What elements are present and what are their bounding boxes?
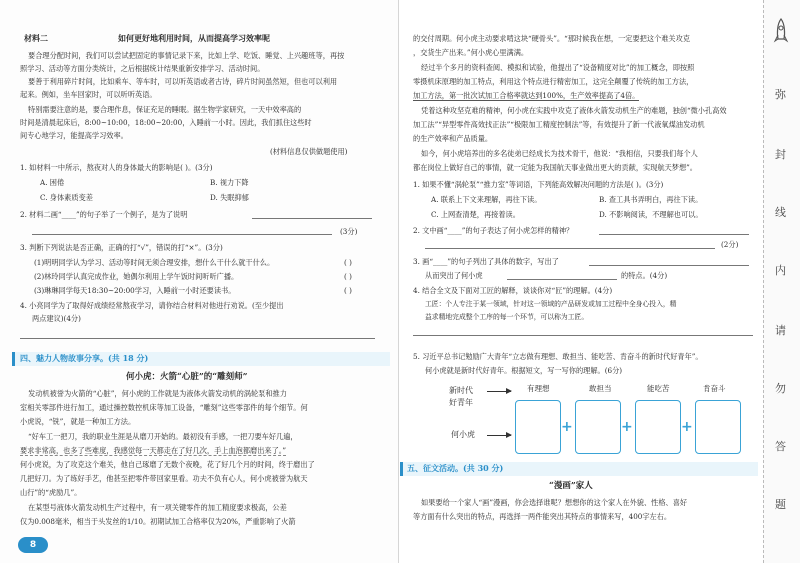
box-hardworking[interactable] (635, 400, 681, 454)
strip-char-1: 弥 (775, 88, 786, 101)
diagram-label-2: 好青年 (449, 398, 473, 407)
head-hardworking: 能吃苦 (647, 384, 670, 393)
r-mid2-line-1: 凭着这种攻坚克难的精神，何小虎在实践中攻克了液体火箭发动机生产的难题，独创“微小孔高效 (421, 106, 727, 115)
question-4-cont: 两点建议)(4分) (32, 314, 81, 323)
diagram-label-1: 新时代 (449, 386, 473, 395)
art-p2-line-4: 几把好刀。为了练好手艺，他甚至把零件带回家里看。功夫不负有心人，何小虎被誉为航天 (20, 474, 308, 483)
essay-prompt-1: 如果要给一个家人“画”漫画，你会选择谁呢？想想你的这个家人在外貌、性格、喜好 (421, 498, 688, 507)
material-two-title: 如何更好地利用时间，从而提高学习效率呢 (118, 33, 270, 43)
r-top-line-1: 的交付周期。何小虎主动要求啃这块“硬骨头”。“那时候我在想，一定要把这个难关攻克 (413, 34, 690, 43)
q3-item-2: (2)林玲同学认真完成作业，她偶尔利用上学午饭时间听听广播。 (34, 272, 239, 281)
r-q1-option-d: D. 不影响阅读，不理解也可以。 (599, 210, 703, 219)
r-q4-def-1: 工匠：个人专注于某一领域，针对这一领域的产品研发或加工过程中全身心投入，精 (425, 300, 677, 308)
r-mid-line-3: 加工方法，第一批次试加工合格率就达到100%，生产效率提高了4倍。 (413, 91, 640, 100)
right-page (399, 0, 763, 563)
question-2: 2. 材料二画“____”的句子举了一个例子，是为了说明 (20, 210, 188, 219)
art-p2-line-1: “好车工一把刀，我的职业生涯是从磨刀开始的。最初没有手感，一把刀要车好几遍， (28, 432, 298, 441)
r-question-3-end: 的特点。(4分) (621, 271, 668, 280)
question-4: 4. 小亮同学为了取得好成绩经常熬夜学习，请你结合材料对他进行劝说。(至少提出 (20, 301, 284, 310)
plus-2: + (621, 419, 633, 435)
r-question-5: 5. 习近平总书记勉励广大青年“立志做有理想、敢担当、能吃苦、肯奋斗的新时代好青年”。 (413, 352, 703, 361)
question-3: 3. 判断下列说法是否正确，正确的打“√”，错误的打“×”。(3分) (20, 243, 223, 252)
q1-option-c: C. 身体素质变差 (40, 193, 93, 202)
q3-mark-1[interactable]: ( ) (344, 258, 352, 267)
r-mid2-line-2: 加工法”“异型零件高效找正法”“极限加工精度控制法”等，有效提升了新一代液氧煤油发动机 (413, 120, 705, 129)
strip-char-3: 线 (775, 206, 786, 219)
q2-answer-line-2[interactable] (32, 234, 332, 235)
arrow-bottom (487, 435, 511, 436)
q3-item-1: (1)明明同学认为学习、活动等时间无须合理安排，想什么干什么就干什么。 (34, 258, 275, 267)
q1-option-b: B. 视力下降 (210, 178, 249, 187)
art-p2-line-5: 山行”的“虎励几”。 (20, 488, 82, 497)
r-end-line-2: 都在岗位上做好自己的事情，就一定能为我国航天事业做出更大的贡献，实现航天梦想”。 (413, 163, 697, 172)
plus-1: + (561, 419, 573, 435)
p2-line-3: 间专心地学习，能提高学习效率。 (20, 131, 128, 140)
r-end-line-1: 如今，何小虎培养出的多名徒弟已经成长为技术骨干，他说：“我相信，只要我们每个人 (421, 149, 698, 158)
essay-prompt-2: 等方面有什么突出的特点，再选择一两件能突出其特点的事情来写，400字左右。 (413, 512, 672, 521)
r-question-1: 1. 如果不懂“涡轮泵”“推力室”等词语，下列能高效解决问题的方法是( )。(3分) (413, 180, 664, 189)
p1-line-2: 照学习、活动等方面分类统计，之后根据统计结果重新安排学习、活动时间。 (20, 64, 265, 73)
r-q2-answer-line[interactable] (599, 234, 749, 235)
diagram-person: 何小虎 (451, 430, 475, 439)
r-question-3: 3. 画“____”的句子列出了具体的数字，写出了 (413, 257, 559, 266)
art-p1-line-1: 发动机被誉为火箭的“心脏”，何小虎的工作就是为液体火箭发动机的涡轮泵和推力 (28, 389, 287, 398)
p2-line-2: 时间是清晨起床后，8:00~10:00，18:00~20:00，入睡前一小时。因此，我们抓住这些时 (20, 118, 312, 127)
p1-line-3: 要善于利用碎片时间，比如乘车、等车时，可以听英语或者古诗，碎片时间虽然短，但也可以利用 (28, 77, 338, 86)
arrow-top (487, 391, 511, 392)
left-page (0, 0, 399, 563)
r-q2-answer-line-2[interactable] (425, 248, 715, 249)
material-two-label: 材料二 (24, 33, 48, 43)
strip-char-2: 封 (775, 148, 786, 161)
art-p3-line-2: 仅为0.008毫米，相当于头发丝的1/10。初期试加工合格率仅为20%，严重影响了火箭 (20, 517, 296, 526)
q1-option-d: D. 失眠抑郁 (210, 193, 249, 202)
article-title: 何小虎：火箭“心脏”的“雕刻师” (126, 372, 248, 382)
plus-3: + (681, 419, 693, 435)
box-responsible[interactable] (575, 400, 621, 454)
r-q1-option-a: A. 联系上下文来理解，再往下读。 (431, 195, 542, 204)
head-responsible: 敢担当 (589, 384, 612, 393)
r-question-4: 4. 结合全文及下面对工匠的解释，谈谈你对“匠”的理解。(4分) (413, 286, 613, 295)
binding-strip (763, 0, 800, 563)
source-note: (材料信息仅供做题使用) (270, 147, 348, 156)
r-mid2-line-3: 的生产效率和产品质量。 (413, 134, 493, 143)
q3-mark-3[interactable]: ( ) (344, 286, 352, 295)
r-q4-def-2: 益求精地完成整个工序的每一个环节，可以称为工匠。 (425, 313, 589, 321)
r-q1-option-b: B. 查工具书弄明白，再往下读。 (599, 195, 703, 204)
r-question-3-cont: 从而突出了何小虎 (425, 271, 483, 280)
strip-char-8: 题 (775, 498, 786, 511)
box-ideal[interactable] (515, 400, 561, 454)
r-q2-score: (2分) (721, 240, 739, 249)
box-striving[interactable] (695, 400, 741, 454)
page-number: 8 (18, 537, 48, 553)
strip-char-4: 内 (775, 264, 786, 277)
r-q4-answer-line[interactable] (413, 335, 753, 336)
essay-title: “漫画”家人 (549, 481, 593, 491)
r-q3-answer-line-2[interactable] (507, 279, 617, 280)
section-5-title: 五、征文活动。(共 30 分) (407, 463, 504, 473)
r-top-line-2: ，交货生产出来。”何小虎心里满满。 (413, 48, 529, 57)
q1-option-a: A. 困倦 (40, 178, 65, 187)
art-p2-line-2: 要求非常高，也多了些难度，我感觉每一天都走在了好几次，手上血泡都磨出来了。” (20, 446, 287, 455)
p1-line-4: 起来。例如，坐车回家时，可以听听英语。 (20, 90, 157, 99)
section-4-title: 四、魅力人物故事分享。(共 18 分) (20, 353, 149, 363)
p2-line-1: 特别需要注意的是，要合理作息，保证充足的睡眠。据生物学家研究，一天中效率高的 (28, 105, 302, 114)
q2-answer-line[interactable] (252, 218, 372, 219)
art-p1-line-3: 小虎说，“铣”，就是一种加工方法。 (20, 417, 136, 426)
r-q1-option-c: C. 上网查清楚，再接着读。 (431, 210, 520, 219)
strip-char-6: 勿 (775, 382, 786, 395)
strip-char-7: 答 (775, 440, 786, 453)
question-1: 1. 如材料一中所示，熬夜对人的身体最大的影响是( )。(3分) (20, 163, 213, 172)
q3-mark-2[interactable]: ( ) (344, 272, 352, 281)
r-question-5-cont: 何小虎就是新时代好青年。根据短文，写一写你的理解。(6分) (425, 366, 623, 375)
q2-score: (3分) (340, 227, 358, 236)
strip-char-5: 请 (775, 324, 786, 337)
r-mid-line-2: 零摄机床原理的加工特点，利用这个特点进行精密加工，这完全颠覆了传统的加工方法， (413, 77, 694, 86)
r-question-2: 2. 文中画“____”的句子表达了何小虎怎样的精神？ (413, 226, 574, 235)
q4-answer-line[interactable] (20, 338, 375, 339)
head-ideal: 有理想 (527, 384, 550, 393)
art-p1-line-2: 室相关零部件进行加工，通过操控数控机床等加工设备，“雕刻”这些零部件的每个细节。何 (20, 403, 308, 412)
q3-item-3: (3)琳琳同学每天18:30~20:00学习，入睡前一小时还要读书。 (34, 286, 236, 295)
r-q3-answer-line[interactable] (589, 265, 749, 266)
art-p3-line-1: 在某型号液体火箭发动机生产过程中，有一项关键零件的加工精度要求极高，公差 (28, 503, 287, 512)
r-mid-line-1: 经过半个多月的资料查阅、模拟和试验，他提出了“设备精度对比”的加工概念，即按照 (421, 63, 695, 72)
p1-line-1: 要合理分配时间，我们可以尝试把固定的事情记录下来，比如上学、吃饭、睡觉、上兴趣班等，再按 (28, 51, 345, 60)
art-p2-line-3: 何小虎说，为了攻克这个难关，他自己琢磨了无数个夜晚，花了好几个月的时间，终于磨出了 (20, 460, 315, 469)
head-striving: 肯奋斗 (703, 384, 726, 393)
rocket-icon (773, 18, 789, 46)
